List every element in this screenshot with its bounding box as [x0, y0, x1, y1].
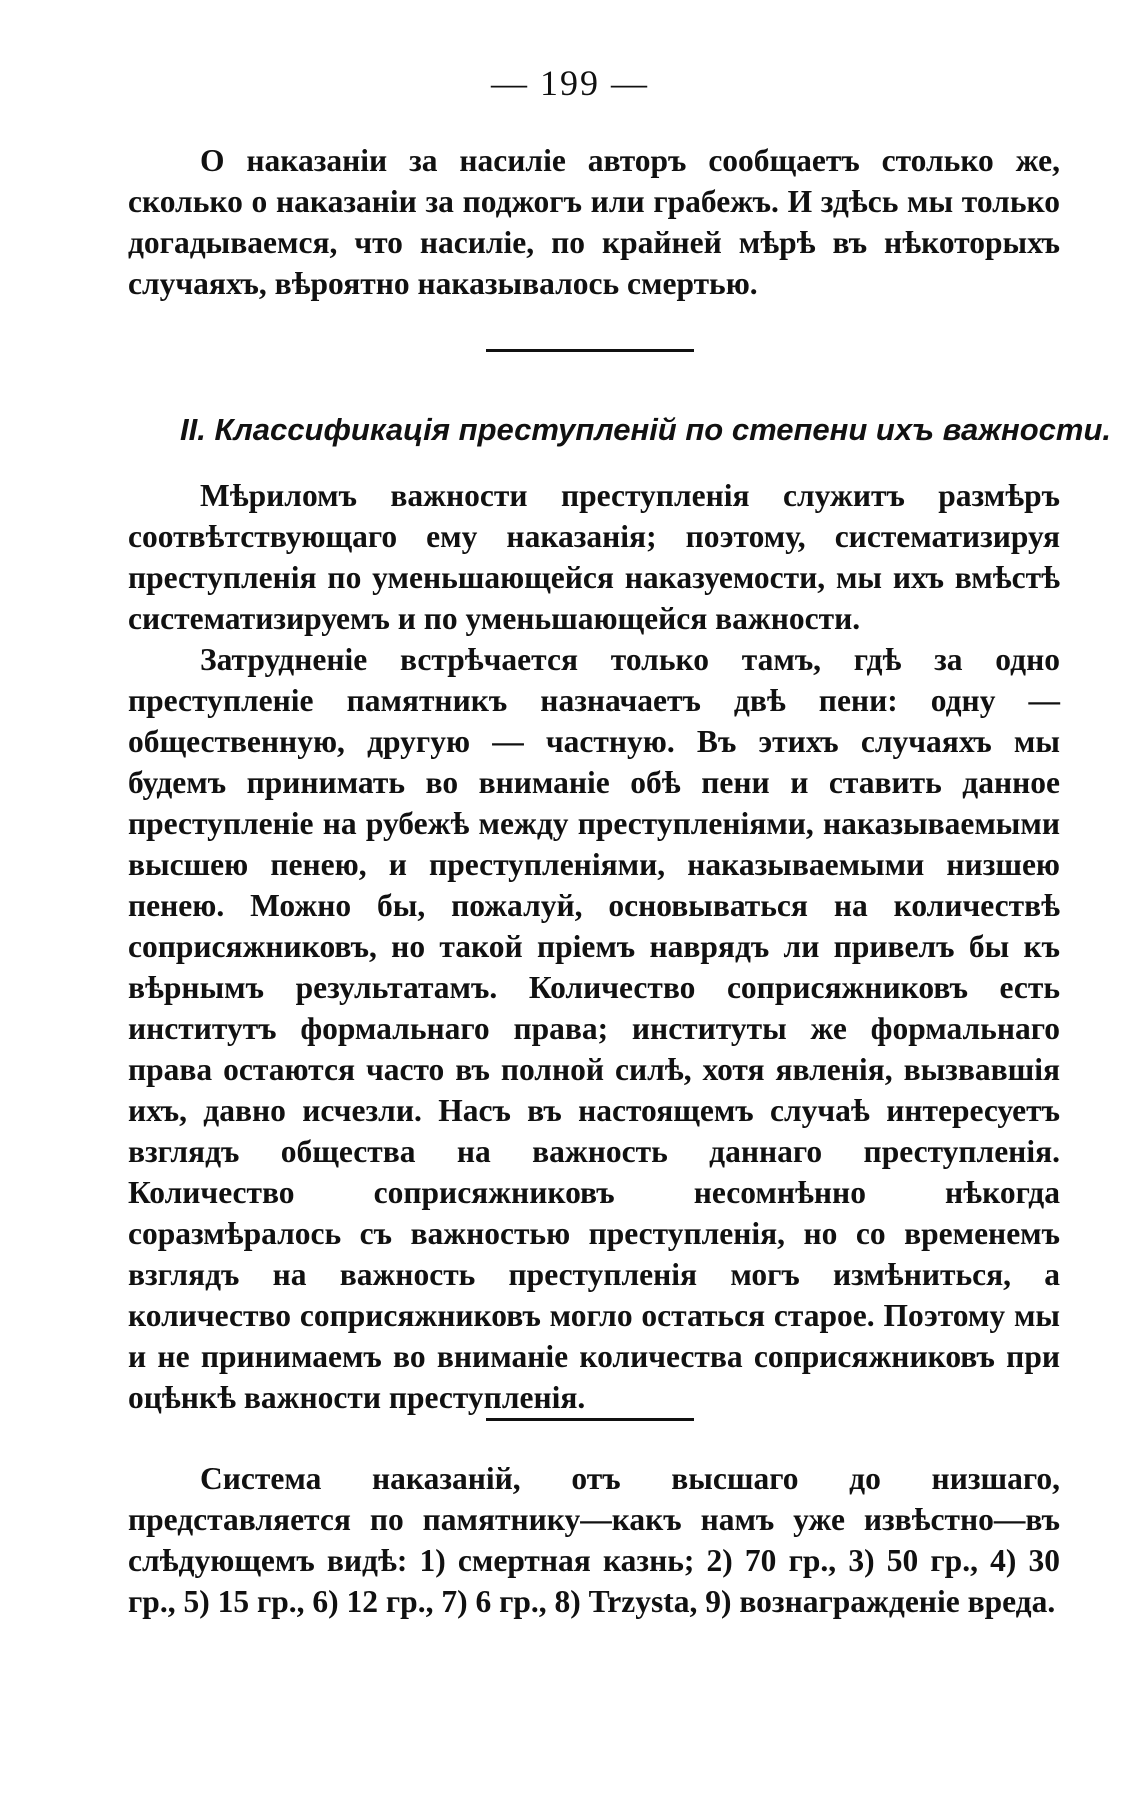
- summary-text-block: [128, 1458, 1060, 1622]
- body-paragraph-1: Мѣриломъ важности преступленія служитъ размѣръ соотвѣтствующаго ему наказанія; поэтому, систематизируя преступленія по уменьшающейся наказуемости, мы ихъ вмѣстѣ систематизируемъ и по уменьшающейся важности.: [128, 478, 1060, 636]
- section-divider-bottom: [486, 1418, 694, 1421]
- intro-text-block: [128, 140, 1060, 304]
- body-paragraph-2: Затрудненіе встрѣчается только тамъ, гдѣ за одно преступленіе памятникъ назначаетъ двѣ пени: одну — общественную, другую — частную. Въ этихъ случаяхъ мы будемъ принимать во вниманіе обѣ пени и ставить данное преступленіе на рубежѣ между преступленіями, наказываемыми высшею пенею, и преступленіями, наказываемыми низшею пенею. Можно бы, пожалуй, основываться на количествѣ соприсяжниковъ, но такой пріемъ наврядъ ли привелъ бы къ вѣрнымъ результатамъ. Количество соприсяжниковъ есть институтъ формальнаго права; институты же формальнаго права остаются часто въ полной силѣ, хотя явленія, вызвавшія ихъ, давно исчезли. Насъ въ настоящемъ случаѣ интересуетъ взглядъ общества на важность даннаго преступленія. Количество соприсяжниковъ несомнѣнно нѣкогда соразмѣралось съ важностью преступленія, но со временемъ взглядъ на важность преступленія могъ измѣниться, а количество соприсяжниковъ могло остаться старое. Поэтому мы и не принимаемъ во вниманіе количества соприсяжниковъ при оцѣнкѣ важности преступленія.: [128, 642, 1060, 1415]
- section-heading: II. Классификація преступленій по степени ихъ важности.: [180, 412, 1112, 447]
- section-divider-top: [486, 349, 694, 352]
- body-text-block: [128, 475, 1060, 1418]
- intro-paragraph: О наказаніи за насиліе авторъ сообщаетъ столько же, сколько о наказаніи за поджогъ или грабежъ. И здѣсь мы только догадываемся, что насиліе, по крайней мѣрѣ въ нѣкоторыхъ случаяхъ, вѣроятно наказывалось смертью.: [128, 143, 1060, 301]
- summary-paragraph: Система наказаній, отъ высшаго до низшаго, представляется по памятнику—какъ намъ уже извѣстно—въ слѣдующемъ видѣ: 1) смертная казнь; 2) 70 гр., 3) 50 гр., 4) 30 гр., 5) 15 гр., 6) 12 гр., 7) 6 гр., 8) Trzysta, 9) вознагражденіе вреда.: [128, 1461, 1060, 1619]
- page-number: — 199 —: [491, 63, 649, 103]
